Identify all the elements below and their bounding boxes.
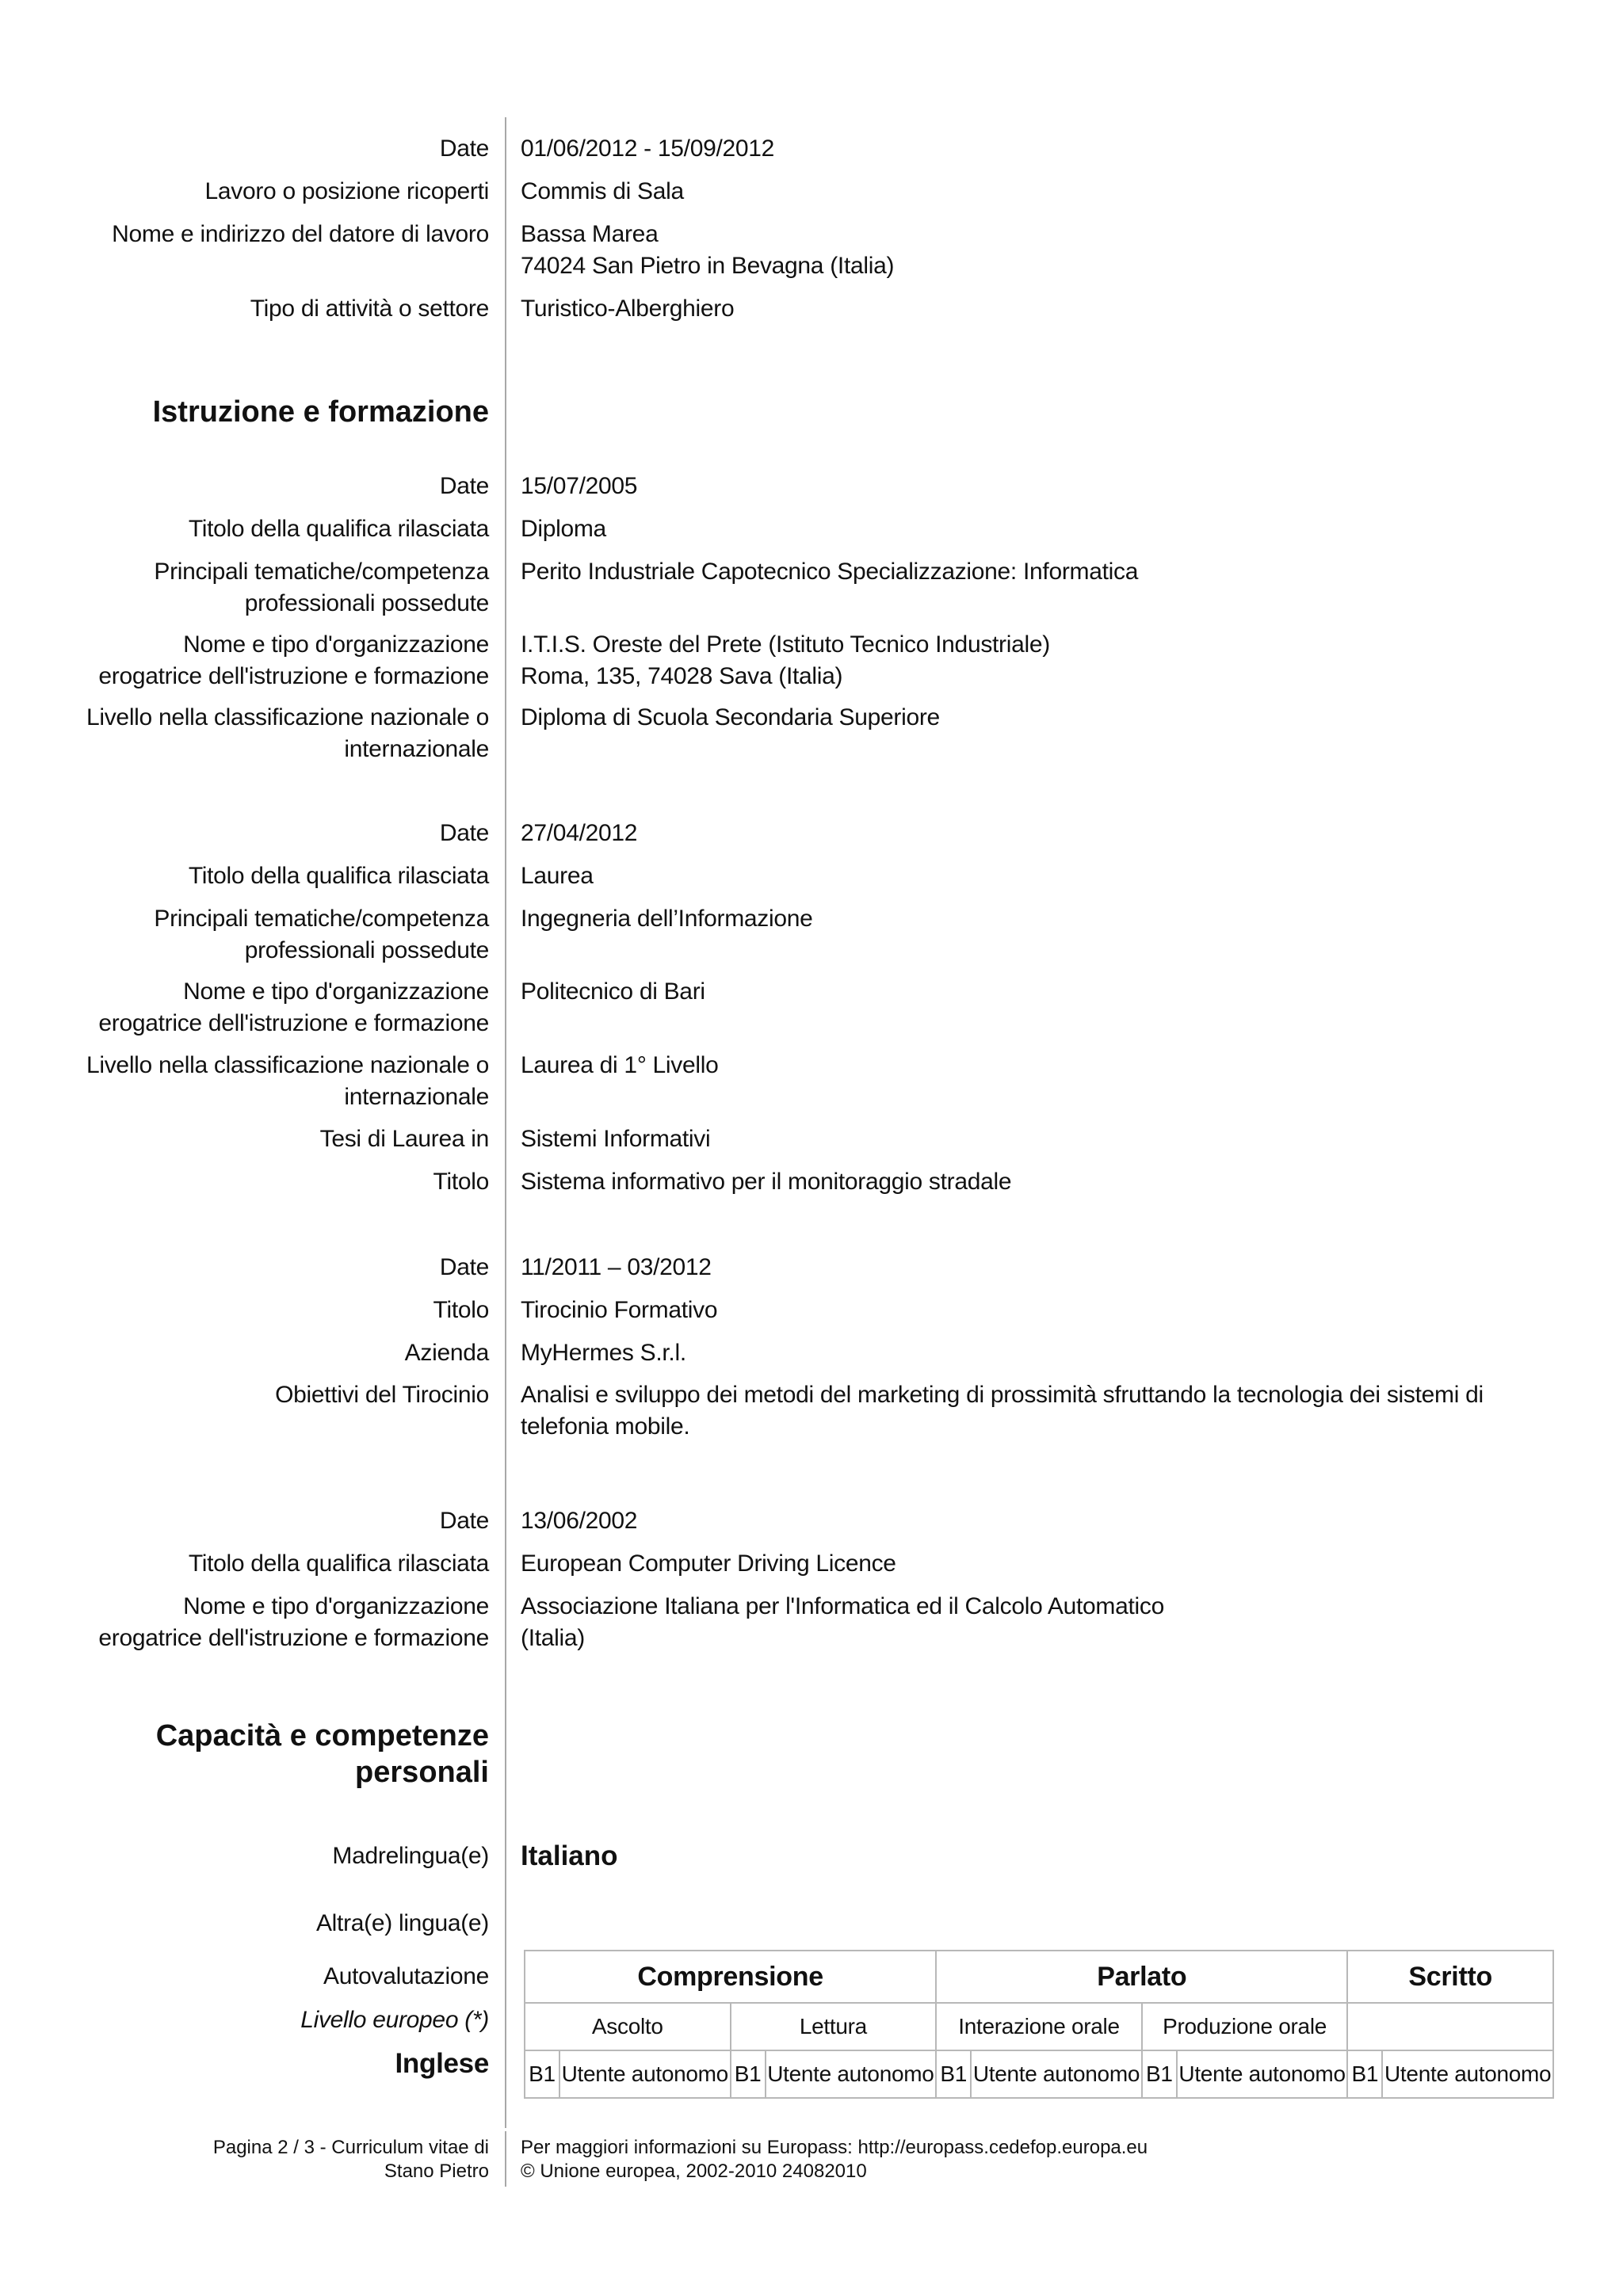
table-subheader-row bbox=[525, 2003, 1553, 2050]
level-desc: Utente autonomo bbox=[1177, 2050, 1348, 2098]
mother-tongue-label: Madrelingua(e) bbox=[332, 1843, 489, 1869]
edu3-company-value: MyHermes S.r.l. bbox=[521, 1340, 686, 1366]
edu2-level-label-line1: Livello nella classificazione nazionale o bbox=[86, 1052, 489, 1078]
mother-tongue-value: Italiano bbox=[521, 1840, 618, 1871]
footer-europass-link: Per maggiori informazioni su Europass: http://europass.cedefop.europa.eu bbox=[521, 2137, 1148, 2158]
self-assessment-label: Autovalutazione bbox=[323, 1963, 489, 1989]
work-sector-label: Tipo di attività o settore bbox=[250, 296, 489, 322]
edu4-org-value bbox=[521, 1591, 1575, 1654]
edu2-qual-value: Laurea bbox=[521, 863, 594, 889]
edu2-date-label: Date bbox=[439, 820, 489, 846]
euro-level-label: Livello europeo (*) bbox=[300, 2007, 489, 2033]
produzione-header: Produzione orale bbox=[1142, 2003, 1348, 2050]
language-name: Inglese bbox=[395, 2048, 489, 2079]
table-header-row bbox=[525, 1951, 1553, 2003]
edu4-org-label-line2: erogatrice dell'istruzione e formazione bbox=[98, 1625, 489, 1651]
edu3-goals-value-line1: Analisi e sviluppo dei metodi del marketing di prossimità sfruttando la tecnologia dei sistemi di bbox=[521, 1382, 1484, 1408]
edu3-goals-value bbox=[521, 1379, 1575, 1443]
edu1-level-label bbox=[13, 702, 489, 765]
skills-heading bbox=[13, 1718, 489, 1791]
edu2-thesis-label: Tesi di Laurea in bbox=[319, 1126, 489, 1152]
edu4-date-label: Date bbox=[439, 1508, 489, 1534]
edu1-topics-value: Perito Industriale Capotecnico Specializzazione: Informatica bbox=[521, 559, 1139, 585]
edu4-date-value: 13/06/2002 bbox=[521, 1508, 638, 1534]
other-languages-label: Altra(e) lingua(e) bbox=[315, 1910, 489, 1936]
edu1-org-label-line1: Nome e tipo d'organizzazione bbox=[183, 631, 489, 658]
edu3-title-label: Titolo bbox=[433, 1297, 489, 1323]
lettura-header: Lettura bbox=[731, 2003, 937, 2050]
work-position-label: Lavoro o posizione ricoperti bbox=[204, 178, 489, 204]
edu1-level-label-line1: Livello nella classificazione nazionale o bbox=[86, 704, 489, 730]
footer-divider bbox=[505, 2131, 506, 2187]
level-code: B1 bbox=[1347, 2050, 1382, 2098]
edu2-title-value: Sistema informativo per il monitoraggio stradale bbox=[521, 1169, 1012, 1195]
edu4-qual-label: Titolo della qualifica rilasciata bbox=[188, 1550, 489, 1577]
edu2-topics-label-line1: Principali tematiche/competenza bbox=[154, 906, 489, 932]
work-employer-name: Bassa Marea bbox=[521, 221, 659, 247]
education-heading: Istruzione e formazione bbox=[152, 395, 489, 429]
edu1-topics-label-line2: professionali possedute bbox=[244, 590, 489, 616]
edu2-title-label: Titolo bbox=[433, 1169, 489, 1195]
edu1-qual-value: Diploma bbox=[521, 516, 606, 542]
edu1-date-value: 15/07/2005 bbox=[521, 473, 638, 499]
edu2-level-label bbox=[13, 1050, 489, 1113]
edu4-qual-value: European Computer Driving Licence bbox=[521, 1550, 896, 1577]
edu2-date-value: 27/04/2012 bbox=[521, 820, 638, 846]
edu1-level-label-line2: internazionale bbox=[344, 736, 489, 762]
scritto-header: Scritto bbox=[1347, 1951, 1553, 2003]
level-desc: Utente autonomo bbox=[559, 2050, 731, 2098]
edu2-org-label-line2: erogatrice dell'istruzione e formazione bbox=[98, 1010, 489, 1036]
edu2-org-value: Politecnico di Bari bbox=[521, 978, 705, 1005]
interazione-header: Interazione orale bbox=[936, 2003, 1142, 2050]
skills-heading-line1: Capacità e competenze bbox=[155, 1719, 489, 1753]
edu1-org-label bbox=[13, 629, 489, 692]
edu1-qual-label: Titolo della qualifica rilasciata bbox=[188, 516, 489, 542]
level-desc: Utente autonomo bbox=[1382, 2050, 1553, 2098]
level-code: B1 bbox=[731, 2050, 766, 2098]
edu4-org-label bbox=[13, 1591, 489, 1654]
edu2-level-label-line2: internazionale bbox=[344, 1084, 489, 1110]
edu4-org-label-line1: Nome e tipo d'organizzazione bbox=[183, 1593, 489, 1619]
work-position-value: Commis di Sala bbox=[521, 178, 684, 204]
edu2-qual-label: Titolo della qualifica rilasciata bbox=[188, 863, 489, 889]
scritto-subheader bbox=[1347, 2003, 1553, 2050]
edu1-org-value-line1: I.T.I.S. Oreste del Prete (Istituto Tecnico Industriale) bbox=[521, 631, 1050, 658]
footer-page-info bbox=[13, 2136, 489, 2183]
level-code: B1 bbox=[1142, 2050, 1177, 2098]
work-date-value: 01/06/2012 - 15/09/2012 bbox=[521, 135, 775, 162]
level-code: B1 bbox=[936, 2050, 971, 2098]
edu4-org-value-line2: (Italia) bbox=[521, 1625, 585, 1651]
level-desc: Utente autonomo bbox=[971, 2050, 1142, 2098]
work-date-label: Date bbox=[439, 135, 489, 162]
comprensione-header: Comprensione bbox=[525, 1951, 936, 2003]
edu1-topics-label-line1: Principali tematiche/competenza bbox=[154, 559, 489, 585]
column-divider bbox=[505, 117, 506, 2128]
edu1-org-value bbox=[521, 629, 1575, 692]
footer-europass-info bbox=[521, 2136, 1551, 2183]
edu1-date-label: Date bbox=[439, 473, 489, 499]
work-employer-value bbox=[521, 219, 1575, 282]
edu1-org-label-line2: erogatrice dell'istruzione e formazione bbox=[98, 663, 489, 689]
work-employer-address: 74024 San Pietro in Bevagna (Italia) bbox=[521, 253, 895, 279]
work-employer-label: Nome e indirizzo del datore di lavoro bbox=[112, 221, 489, 247]
work-sector-value: Turistico-Alberghiero bbox=[521, 296, 735, 322]
edu2-topics-label bbox=[13, 903, 489, 967]
language-skills-table bbox=[524, 1950, 1554, 2099]
edu2-thesis-value: Sistemi Informativi bbox=[521, 1126, 711, 1152]
skills-heading-line2: personali bbox=[355, 1756, 489, 1789]
edu2-level-value: Laurea di 1° Livello bbox=[521, 1052, 719, 1078]
edu3-date-label: Date bbox=[439, 1254, 489, 1280]
edu3-date-value: 11/2011 – 03/2012 bbox=[521, 1254, 712, 1280]
edu3-company-label: Azienda bbox=[404, 1340, 489, 1366]
edu2-org-label-line1: Nome e tipo d'organizzazione bbox=[183, 978, 489, 1005]
level-desc: Utente autonomo bbox=[766, 2050, 937, 2098]
edu4-org-value-line1: Associazione Italiana per l'Informatica ed il Calcolo Automatico bbox=[521, 1593, 1164, 1619]
edu2-org-label bbox=[13, 976, 489, 1039]
footer-page-line2: Stano Pietro bbox=[384, 2161, 489, 2182]
level-code: B1 bbox=[525, 2050, 559, 2098]
edu2-topics-value: Ingegneria dell’Informazione bbox=[521, 906, 813, 932]
edu3-goals-value-line2: telefonia mobile. bbox=[521, 1413, 690, 1440]
edu1-topics-label bbox=[13, 556, 489, 620]
parlato-header: Parlato bbox=[936, 1951, 1347, 2003]
edu1-org-value-line2: Roma, 135, 74028 Sava (Italia) bbox=[521, 663, 843, 689]
footer-copyright: © Unione europea, 2002-2010 24082010 bbox=[521, 2161, 867, 2182]
edu1-level-value: Diploma di Scuola Secondaria Superiore bbox=[521, 704, 940, 730]
edu2-topics-label-line2: professionali possedute bbox=[244, 937, 489, 963]
edu3-goals-label: Obiettivi del Tirocinio bbox=[275, 1382, 489, 1408]
ascolto-header: Ascolto bbox=[525, 2003, 731, 2050]
edu3-title-value: Tirocinio Formativo bbox=[521, 1297, 718, 1323]
footer-page-line1: Pagina 2 / 3 - Curriculum vitae di bbox=[212, 2137, 489, 2158]
table-row bbox=[525, 2050, 1553, 2098]
